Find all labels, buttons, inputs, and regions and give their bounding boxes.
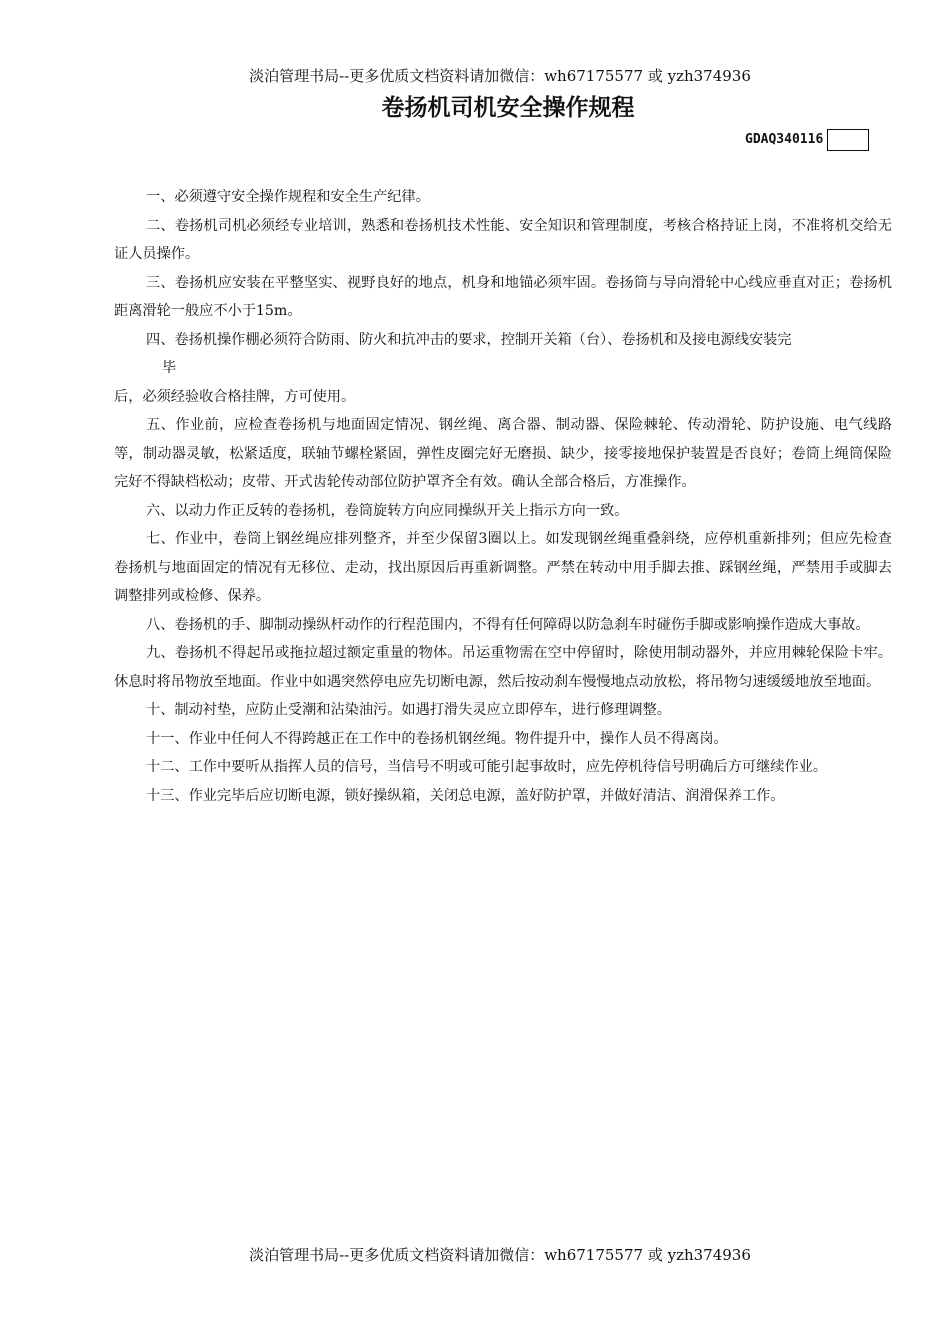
rule-paragraph: 九、卷扬机不得起吊或拖拉超过额定重量的物体。吊运重物需在空中停留时，除使用制动器外，并应用棘轮保险卡牢。休息时将吊物放至地面。作业中如遇突然停电应先切断电源，然后按动刹车慢慢地点动放松，将吊物匀速缓缓地放至地面。 <box>114 645 892 690</box>
rule-paragraph: 十一、作业中任何人不得跨越正在工作中的卷扬机钢丝绳。物件提升中，操作人员不得离岗。 <box>146 730 728 747</box>
rule-paragraph: 七、作业中，卷筒上钢丝绳应排列整齐，并至少保留3圈以上。如发现钢丝绳重叠斜绕，应停机重新排列；但应先检查卷扬机与地面固定的情况有无移位、走动，找出原因后再重新调整。严禁在转动中用手脚去推、踩钢丝绳，严禁用手或脚去调整排列或检修、保养。 <box>114 531 892 604</box>
document-code-text: GDAQ340116 <box>745 132 824 147</box>
rule-paragraph: 十二、工作中要听从指挥人员的信号，当信号不明或可能引起事故时，应先停机待信号明确后方可继续作业。 <box>146 759 828 775</box>
header-note: 淡泊管理书局--更多优质文档资料请加微信：wh67175577 或 yzh374936 <box>249 67 751 85</box>
rule-paragraph: 十三、作业完毕后应切断电源，锁好操纵箱，关闭总电源，盖好防护罩，并做好清洁、润滑保养工作。 <box>146 787 785 804</box>
rules-body <box>114 183 892 810</box>
rule-paragraph-continuation: 后，必须经验收合格挂牌，方可使用。 <box>114 388 356 405</box>
rule-paragraph: 二、卷扬机司机必须经专业培训，熟悉和卷扬机技术性能、安全知识和管理制度，考核合格持证上岗，不准将机交给无证人员操作。 <box>114 217 892 262</box>
rule-paragraph-hanging-char: 毕 <box>162 360 177 376</box>
rule-paragraph: 五、作业前，应检查卷扬机与地面固定情况、钢丝绳、离合器、制动器、保险棘轮、传动滑轮、防护设施、电气线路等，制动器灵敏，松紧适度，联轴节螺栓紧固，弹性皮圈完好无磨损、缺少，接零接地保护装置是否良好；卷筒上绳筒保险完好不得缺档松动；皮带、开式齿轮传动部位防护罩齐全有效。确认全部合格后，方准操作。 <box>114 417 892 490</box>
rule-paragraph: 一、必须遵守安全操作规程和安全生产纪律。 <box>146 189 430 205</box>
document-code-box <box>827 129 869 151</box>
page-title: 卷扬机司机安全操作规程 <box>381 95 635 121</box>
rule-paragraph: 十、制动衬垫，应防止受潮和沾染油污。如遇打滑失灵应立即停车，进行修理调整。 <box>146 702 671 718</box>
rule-paragraph-part: 四、卷扬机操作棚必须符合防雨、防火和抗冲击的要求，控制开关箱（台）、卷扬机和及接电源线安装完 <box>146 331 792 348</box>
rule-paragraph <box>114 326 892 383</box>
rule-paragraph: 六、以动力作正反转的卷扬机，卷筒旋转方向应同操纵开关上指示方向一致。 <box>146 502 629 519</box>
footer-note: 淡泊管理书局--更多优质文档资料请加微信：wh67175577 或 yzh374936 <box>249 1246 751 1264</box>
rule-paragraph: 三、卷扬机应安装在平整坚实、视野良好的地点，机身和地锚必须牢固。卷扬筒与导向滑轮中心线应垂直对正；卷扬机距离滑轮一般应不小于15m。 <box>114 274 892 319</box>
document-code <box>745 129 869 151</box>
rule-paragraph: 八、卷扬机的手、脚制动操纵杆动作的行程范围内，不得有任何障碍以防急刹车时碰伤手脚或影响操作造成大事故。 <box>146 616 870 633</box>
